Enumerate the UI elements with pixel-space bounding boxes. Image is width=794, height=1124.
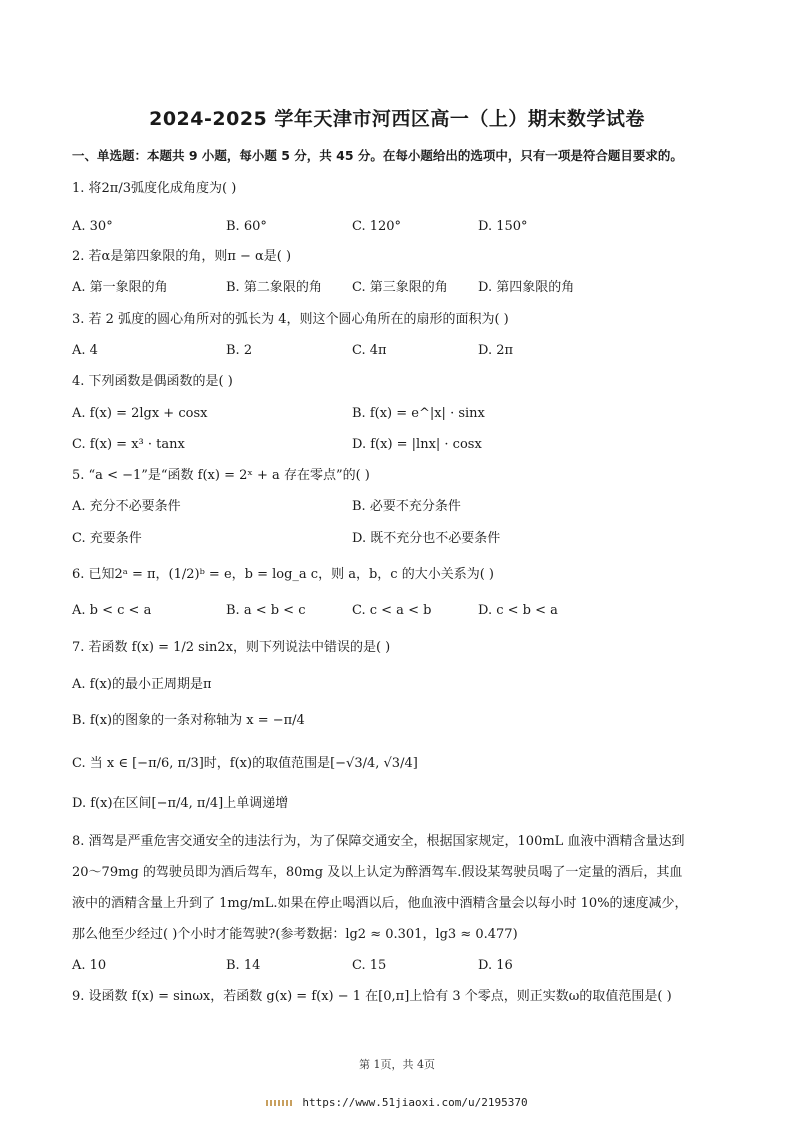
q2-option-d: D. 第四象限的角 — [478, 280, 575, 295]
q2-option-c: C. 第三象限的角 — [352, 280, 448, 295]
q3-option-d: D. 2π — [478, 343, 514, 358]
question-2-stem: 2. 若α是第四象限的角，则π − α是( ) — [72, 249, 292, 264]
q7-option-c: C. 当 x ∈ [−π/6, π/3]时，f(x)的取值范围是[−√3/4, √3/4] — [72, 756, 418, 771]
q6-option-b: B. a < b < c — [226, 603, 306, 618]
q2-option-b: B. 第二象限的角 — [226, 280, 322, 295]
q3-option-b: B. 2 — [226, 343, 253, 358]
q6-option-a: A. b < c < a — [72, 603, 152, 618]
question-8-stem-line-3: 液中的酒精含量上升到了 1mg/mL.如果在停止喝酒以后，他血液中酒精含量会以每小时 10%的速度减少， — [72, 896, 688, 911]
question-8-stem-line-1: 8. 酒驾是严重危害交通安全的违法行为，为了保障交通安全，根据国家规定，100mL 血液中酒精含量达到 — [72, 834, 685, 849]
q1-option-b: B. 60° — [226, 219, 267, 234]
question-1-stem: 1. 将2π/3弧度化成角度为( ) — [72, 181, 237, 196]
watermark — [0, 1096, 794, 1109]
q8-option-d: D. 16 — [478, 958, 513, 973]
q4-option-a: A. f(x) = 2lgx + cosx — [72, 406, 208, 421]
q3-option-a: A. 4 — [72, 343, 98, 358]
question-7-stem: 7. 若函数 f(x) = 1/2 sin2x，则下列说法中错误的是( ) — [72, 640, 391, 655]
watermark-url: https://www.51jiaoxi.com/u/2195370 — [302, 1096, 528, 1109]
q8-option-a: A. 10 — [72, 958, 107, 973]
q6-option-c: C. c < a < b — [352, 603, 432, 618]
question-8-stem-line-2: 20～79mg 的驾驶员即为酒后驾车，80mg 及以上认定为醉酒驾车.假设某驾驶员喝了一定量的酒后，其血 — [72, 865, 683, 880]
q5-option-a: A. 充分不必要条件 — [72, 499, 181, 514]
q4-option-d: D. f(x) = |lnx| · cosx — [352, 437, 482, 452]
q8-option-b: B. 14 — [226, 958, 261, 973]
question-5-stem: 5. “a < −1”是“函数 f(x) = 2ˣ + a 存在零点”的( ) — [72, 468, 370, 483]
question-4-stem: 4. 下列函数是偶函数的是( ) — [72, 374, 233, 389]
q5-option-d: D. 既不充分也不必要条件 — [352, 531, 501, 546]
question-3-stem: 3. 若 2 弧度的圆心角所对的弧长为 4，则这个圆心角所在的扇形的面积为( ) — [72, 312, 509, 327]
q1-option-d: D. 150° — [478, 219, 528, 234]
q6-option-d: D. c < b < a — [478, 603, 558, 618]
q5-option-b: B. 必要不充分条件 — [352, 499, 461, 514]
exam-title: 2024-2025 学年天津市河西区高一（上）期末数学试卷 — [149, 108, 645, 130]
q2-option-a: A. 第一象限的角 — [72, 280, 168, 295]
q1-option-a: A. 30° — [72, 219, 113, 234]
q5-option-c: C. 充要条件 — [72, 531, 142, 546]
q4-option-b: B. f(x) = e^|x| · sinx — [352, 406, 485, 421]
q8-option-c: C. 15 — [352, 958, 387, 973]
q4-option-c: C. f(x) = x³ · tanx — [72, 437, 185, 452]
q3-option-c: C. 4π — [352, 343, 387, 358]
page-footer: 第 1页，共 4页 — [359, 1058, 435, 1071]
question-8-stem-line-4: 那么他至少经过( )个小时才能驾驶?(参考数据：lg2 ≈ 0.301，lg3 ≈ 0.477) — [72, 927, 518, 942]
q1-option-c: C. 120° — [352, 219, 402, 234]
question-6-stem: 6. 已知2ᵃ = π，(1/2)ᵇ = e，b = log_a c，则 a，b，c 的大小关系为( ) — [72, 567, 494, 582]
watermark-logo-icon — [266, 1100, 294, 1106]
q7-option-a: A. f(x)的最小正周期是π — [72, 677, 212, 692]
section-heading: 一、单选题：本题共 9 小题，每小题 5 分，共 45 分。在每小题给出的选项中，只有一项是符合题目要求的。 — [72, 148, 683, 163]
question-9-stem: 9. 设函数 f(x) = sinωx，若函数 g(x) = f(x) − 1 在[0,π]上恰有 3 个零点，则正实数ω的取值范围是( ) — [72, 989, 672, 1004]
q7-option-d: D. f(x)在区间[−π/4, π/4]上单调递增 — [72, 796, 289, 811]
q7-option-b: B. f(x)的图象的一条对称轴为 x = −π/4 — [72, 713, 305, 728]
